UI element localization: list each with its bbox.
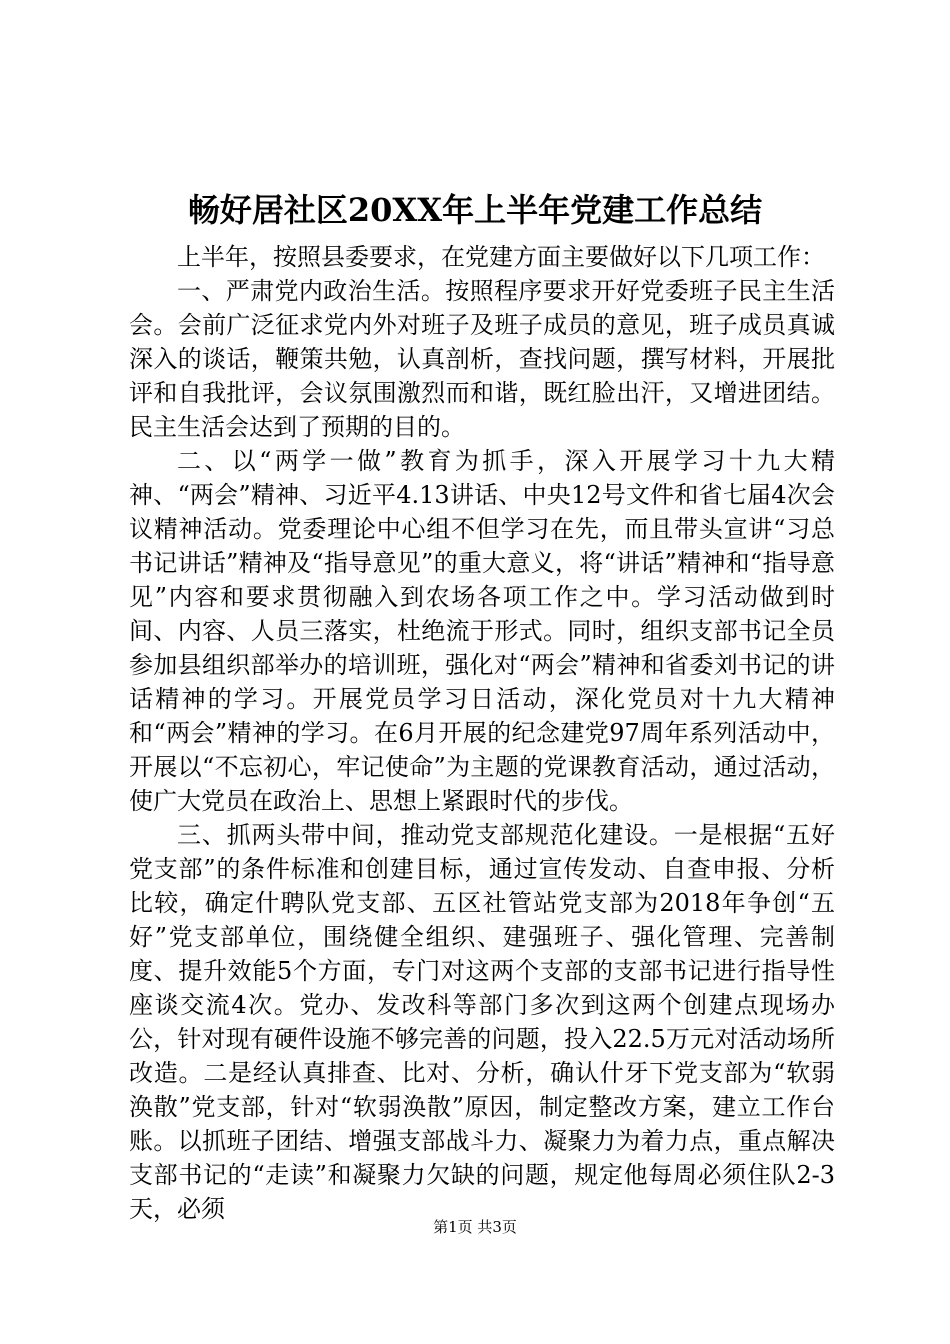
document-title: 畅好居社区20XX年上半年党建工作总结: [187, 191, 763, 229]
paragraph-section-1: 一、严肃党内政治生活。按照程序要求开好党委班子民主生活会。会前广泛征求党内外对班子及班子成员的意见，班子成员真诚深入的谈话，鞭策共勉，认真剖析，查找问题，撰写材料，开展批评和自我批评，会议氛围激烈而和谐，既红脸出汗，又增进团结。民主生活会达到了预期的目的。: [129, 277, 835, 441]
paragraph-intro: 上半年，按照县委要求，在党建方面主要做好以下几项工作：: [177, 243, 825, 271]
paragraph-section-2: 二、以“两学一做”教育为抓手，深入开展学习十九大精神、“两会”精神、习近平4.13讲话、中央12号文件和省七届4次会议精神活动。党委理论中心组不但学习在先，而且带头宣讲“习总书记讲话”精神及“指导意见”的重大意义，将“讲话”精神和“指导意见”内容和要求贯彻融入到农场各项工作之中。学习活动做到时间、内容、人员三落实，杜绝流于形式。同时，组织支部书记全员参加县组织部举办的培训班，强化对“两会”精神和省委刘书记的讲话精神的学习。开展党员学习日活动，深化党员对十九大精神和“两会”精神的学习。在6月开展的纪念建党97周年系列活动中，开展以“不忘初心，牢记使命”为主题的党课教育活动，通过活动，使广大党员在政治上、思想上紧跟时代的步伐。: [129, 447, 835, 815]
document-body: [129, 240, 835, 1226]
page-footer: 第1页 共3页: [433, 1218, 517, 1236]
paragraph-section-3: 三、抓两头带中间，推动党支部规范化建设。一是根据“五好党支部”的条件标准和创建目标，通过宣传发动、自查申报、分析比较，确定什聘队党支部、五区社管站党支部为2018年争创“五好”党支部单位，围绕健全组织、建强班子、强化管理、完善制度、提升效能5个方面，专门对这两个支部的支部书记进行指导性座谈交流4次。党办、发改科等部门多次到这两个创建点现场办公，针对现有硬件设施不够完善的问题，投入22.5万元对活动场所改造。二是经认真排查、比对、分析，确认什牙下党支部为“软弱涣散”党支部，针对“软弱涣散”原因，制定整改方案，建立工作台账。以抓班子团结、增强支部战斗力、凝聚力为着力点，重点解决支部书记的“走读”和凝聚力欠缺的问题，规定他每周必须住队2-3天，必须: [129, 821, 835, 1223]
